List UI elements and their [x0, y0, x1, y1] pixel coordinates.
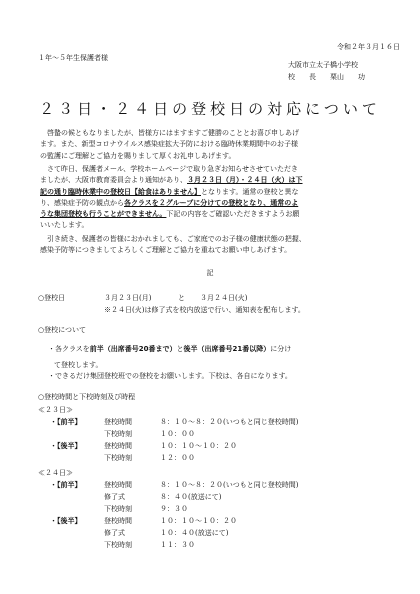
times-label: ○登校時間と下校時刻及び時程: [38, 393, 136, 401]
schedule-value: １１：３０: [160, 541, 195, 549]
emphasis-text: 記の通り臨時休業中の登校日【給食はありません】: [40, 187, 201, 196]
greeting-paragraph: [40, 128, 386, 162]
second-half-label: 後半（出席番号21番以降）: [183, 345, 271, 353]
schedule-key: 下校時刻: [104, 430, 132, 438]
first-half-heading: ・【前半】: [50, 418, 82, 426]
text-span: に分け: [270, 345, 292, 353]
text-line: 感染予防等につきましてよろしくご理解とご協力を重ねてお願い申しあげます。: [40, 246, 292, 255]
school-day-and: と: [178, 294, 185, 302]
emphasis-text: 各クラスを２グループに分けての登校となり、通常のよ: [124, 198, 299, 207]
schedule-value: ９：３０: [160, 505, 188, 513]
notice-paragraph: [40, 164, 386, 232]
schedule-key: 下校時刻: [104, 454, 132, 462]
schedule-value: １０：１０～１０：２０: [160, 442, 237, 450]
schedule-key: 登校時間: [104, 442, 132, 450]
school-day-note: ※２４日(火)は修了式を校内放送で行い、通知表を配布します。: [104, 306, 305, 314]
first-half-heading: ・【前半】: [50, 481, 82, 489]
text-span: と: [176, 345, 184, 353]
principal-name: 校 長 栗山 功: [288, 73, 365, 81]
school-day-label: ○登校日: [38, 294, 66, 302]
schedule-value: ８：１０～８：２０(いつもと同じ登校時間): [160, 481, 299, 489]
second-half-heading: ・【後半】: [50, 442, 82, 450]
schedule-key: 登校時間: [104, 481, 132, 489]
school-day-date1: ３月２３日(月): [104, 294, 152, 302]
text-span: ましたが、大阪市教育委員会より通知があり、: [40, 176, 187, 185]
schedule-key: 下校時刻: [104, 505, 132, 513]
attendance-bullet-2: ・できるだけ集団登校班での登校をお願いします。下校は、各自になります。: [48, 372, 292, 380]
text-line: いいたします。: [40, 221, 89, 230]
text-line: [40, 187, 386, 198]
text-line: 啓蟄の候ともなりましたが、皆様方にはますますご健勝のこととお喜び申しあげ: [40, 129, 299, 137]
day-24-heading: ≪２４日≫: [38, 469, 73, 477]
closing-paragraph: [40, 234, 386, 257]
text-line: [40, 209, 386, 220]
schedule-key: 修了式: [104, 493, 125, 501]
schedule-value: ８：１０～８：２０(いつもと同じ登校時間): [160, 418, 299, 426]
schedule-key: 下校時刻: [104, 541, 132, 549]
schedule-value: １０：１０～１０：２０: [160, 517, 237, 525]
recipient: １年～５年生保護者様: [38, 54, 108, 62]
schedule-value: １０：００: [160, 430, 195, 438]
text-span: ・各クラスを: [48, 345, 90, 353]
ki-mark: 記: [206, 269, 214, 277]
schedule-value: １０：４０(放送にて): [160, 529, 229, 537]
emphasis-text: ３月２３日（月）・２４日（火）は下: [187, 176, 303, 185]
second-half-heading: ・【後半】: [50, 517, 82, 525]
text-line: [40, 175, 386, 186]
attendance-bullet-1-cont: て登校します。: [54, 361, 103, 369]
text-line: [40, 198, 386, 209]
first-half-label: 前半（出席番号20番まで）: [89, 345, 177, 353]
text-span: となります。通常の登校と異な: [201, 187, 299, 196]
text-line: ます。また、新型コロナウイルス感染症拡大予防における臨時休業期間中のお子様: [40, 140, 299, 149]
schedule-value: ８：４０(放送にて): [160, 493, 222, 501]
attendance-bullet-1: [48, 344, 291, 354]
text-line: さて昨日、保護者メール、学校ホームページで取り急ぎお知らせさせていただき: [40, 165, 298, 173]
day-23-heading: ≪２３日≫: [38, 406, 73, 414]
schedule-key: 登校時間: [104, 418, 132, 426]
attendance-label: ○登校について: [38, 326, 86, 334]
school-day-date2: ３月２４日(火): [200, 294, 248, 302]
document-date: 令和２年３月１６日: [337, 43, 400, 51]
schedule-key: 修了式: [104, 529, 125, 537]
text-span: り、感染症予防の観点から: [40, 198, 124, 207]
schedule-key: 登校時間: [104, 517, 132, 525]
document-title: ２３日・２４日の登校日の対応について: [39, 100, 381, 118]
text-line: の監護にご理解とご協力を賜りまして厚くお礼申しあげます。: [40, 151, 236, 160]
schedule-value: １２：００: [160, 454, 195, 462]
school-name: 大阪市立太子橋小学校: [288, 61, 358, 69]
emphasis-text: うな集団登校も行うことができません。: [40, 210, 167, 219]
text-line: 引き続き、保護者の皆様におかれましても、ご家庭でのお子様の健康状態の把握、: [40, 235, 306, 243]
text-span: 下記の内容をご確認いただきますようお願: [166, 210, 300, 219]
